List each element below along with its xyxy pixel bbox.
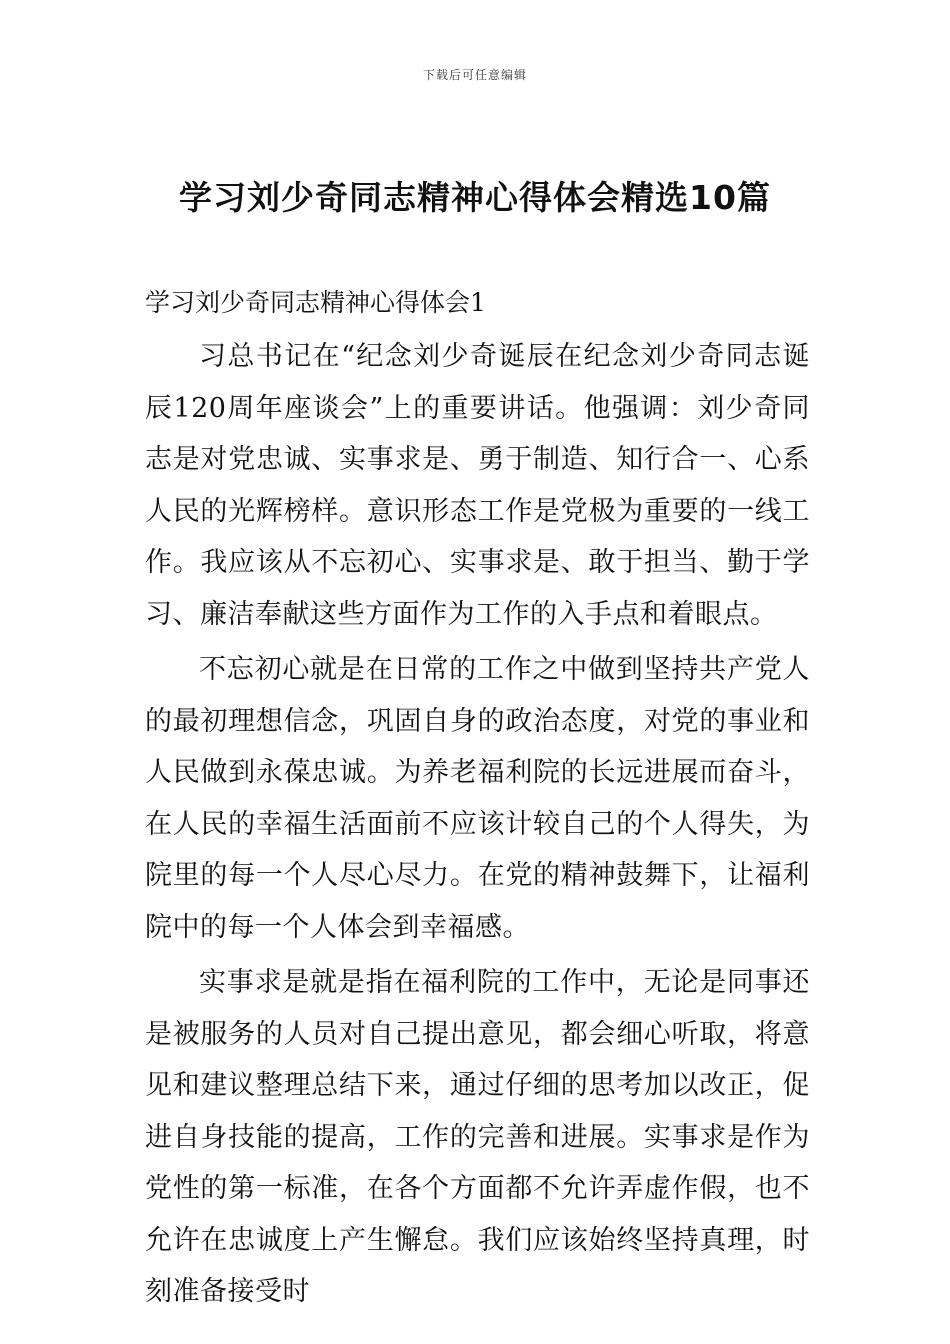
header-note: 下载后可任意编辑 [422, 68, 527, 82]
paragraph: 实事求是就是指在福利院的工作中，无论是同事还是被服务的人员对自己提出意见，都会细心听取，将意见和建议整理总结下来，通过仔细的思考加以改正，促进自身技能的提高，工作的完善和进展。实事求是作为党性的第一标准，在各个方面都不允许弄虚作假，也不允许在忠诚度上产生懈怠。我们应该始终坚持真理，时刻准备接受时 [145, 967, 810, 1307]
paragraph: 不忘初心就是在日常的工作之中做到坚持共产党人的最初理想信念，巩固自身的政治态度，对党的事业和人民做到永葆忠诚。为养老福利院的长远进展而奋斗，在人民的幸福生活面前不应该计较自己的个人得失，为院里的每一个人尽心尽力。在党的精神鼓舞下，让福利院中的每一个人体会到幸福感。 [145, 654, 810, 943]
document-title: 学习刘少奇同志精神心得体会精选10篇 [179, 178, 771, 217]
section-heading: 学习刘少奇同志精神心得体会1 [145, 288, 486, 317]
document-body [145, 331, 810, 1322]
paragraph: 习总书记在“纪念刘少奇诞辰在纪念刘少奇同志诞辰120周年座谈会”上的重要讲话。他强调：刘少奇同志是对党忠诚、实事求是、勇于制造、知行合一、心系人民的光辉榜样。意识形态工作是党极为重要的一线工作。我应该从不忘初心、实事求是、敢于担当、勤于学习、廉洁奉献这些方面作为工作的入手点和着眼点。 [145, 341, 810, 630]
